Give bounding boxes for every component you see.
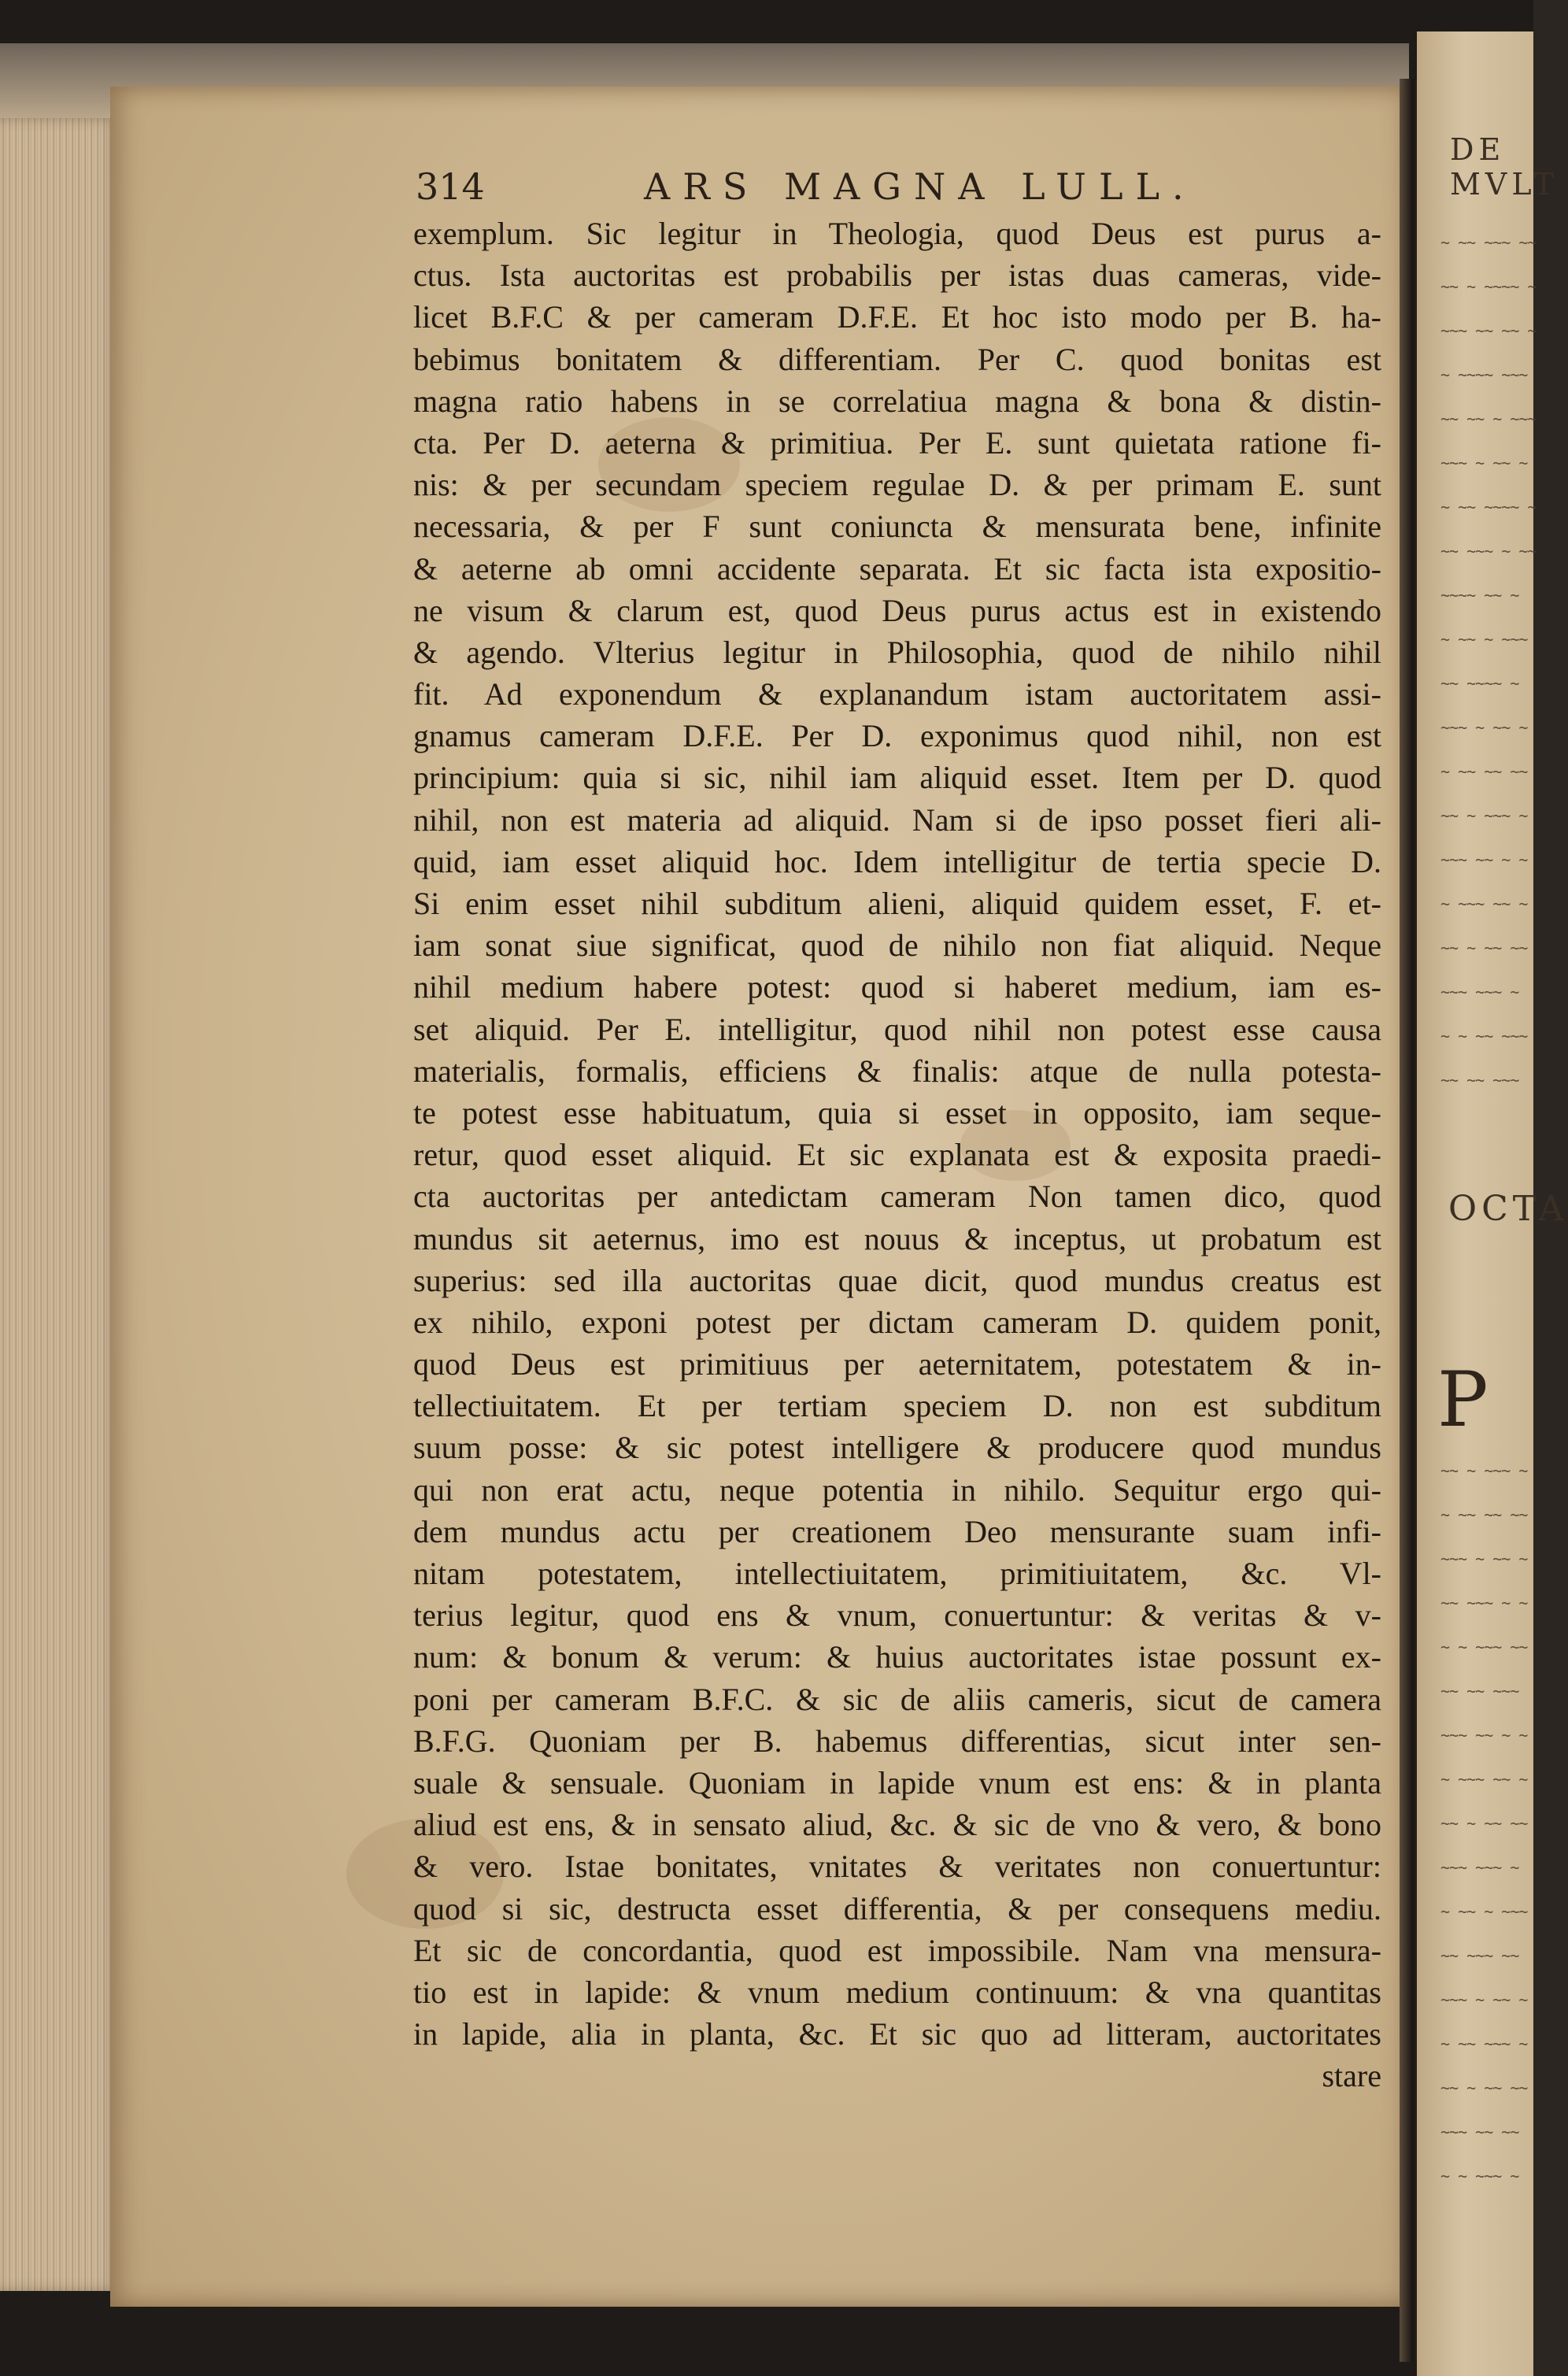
page-number: 314 — [416, 165, 485, 208]
text-line: bebimus bonitatem & differentiam. Per C. quod bonitas est — [413, 341, 1381, 377]
text-line: iam sonat siue significat, quod de nihilo non fiat aliquid. Neque — [413, 927, 1381, 964]
text-line: quid, iam esset aliquid hoc. Idem intelligitur de tertia specie D. — [413, 843, 1381, 879]
text-line: superius: sed illa auctoritas quae dicit, quod mundus creatus est — [413, 1262, 1381, 1298]
text-line: & agendo. Vlterius legitur in Philosophia, quod de nihilo nihil — [413, 634, 1381, 670]
text-line: cta auctoritas per antedictam cameram Non tamen dico, quod — [413, 1179, 1381, 1215]
text-line: suale & sensuale. Quoniam in lapide vnum est ens: & in planta — [413, 1764, 1381, 1801]
text-line: nis: & per secundam speciem regulae D. & per primam E. sunt — [413, 467, 1381, 503]
facing-text-fragment: ~~ ~ ~~~ ~ ~ ~~ ~~ ~~ ~~~ ~ ~~ ~ ~~ ~~~ ~ ~ ~ ~ ~~~ ~~ ~~ ~~ ~~~ ~~~ ~~ ~ ~ ~ ~~~ ~~ ~ ~~ ~ ~~ ~~ ~~~ ~~~ ~ ~ ~~ ~ ~~~ ~~ ~~~ ~~ ~~~ ~ ~~ ~ ~ ~~ ~~~ ~ ~~ ~ ~~ ~~ ~~~ ~~ ~~ ~ ~ ~~~ ~ — [1440, 1461, 1528, 2185]
facing-section-heading: OCTA — [1448, 1189, 1568, 1229]
text-line: licet B.F.C & per cameram D.F.E. Et hoc isto modo per B. ha- — [413, 299, 1381, 335]
text-line: qui non erat actu, neque potentia in nihilo. Sequitur ergo qui- — [413, 1471, 1381, 1508]
text-line: retur, quod esset aliquid. Et sic explanata est & exposita praedi- — [413, 1137, 1381, 1173]
running-title: ARS MAGNA LULL. — [644, 165, 1196, 208]
text-line: principium: quia si sic, nihil iam aliquid esset. Item per D. quod — [413, 760, 1381, 796]
text-line: ctus. Ista auctoritas est probabilis per istas duas cameras, vide- — [413, 257, 1381, 294]
text-line: num: & bonum & verum: & huius auctoritates istae possunt ex- — [413, 1639, 1381, 1675]
text-line: poni per cameram B.F.C. & sic de aliis cameris, sicut de camera — [413, 1681, 1381, 1717]
text-line: quod Deus est primitiuus per aeternitatem, potestatem & in- — [413, 1346, 1381, 1382]
text-line: terius legitur, quod ens & vnum, conuertuntur: & veritas & v- — [413, 1597, 1381, 1634]
text-line: Et sic de concordantia, quod est impossibile. Nam vna mensura- — [413, 1932, 1381, 1968]
body-text — [413, 213, 1381, 2097]
facing-text-fragment: ~ ~~ ~~~ ~~ ~~ ~ ~~~~ ~ ~~~ ~~ ~~ ~ ~ ~~~~ ~~~ ~~ ~~ ~ ~~~ ~~~ ~ ~~ ~ ~ ~~ ~~~~ ~ ~~ ~~~ ~ ~~ ~~~~ ~~ ~ ~ ~~ ~ ~~~ ~~ ~~~~ ~ ~~~ ~ ~~ ~ ~ ~~ ~~ ~~ ~~ ~ ~~~ ~ ~~~ ~~ ~ ~ ~ ~~~ ~~ ~ ~~ ~ ~~ ~~ ~~~ ~~~ ~ ~ ~ ~~ ~~~ ~~ ~~ ~~~ — [1440, 233, 1537, 1090]
catchword: stare — [1322, 2058, 1381, 2094]
text-line: aliud est ens, & in sensato aliud, &c. & sic de vno & vero, & bono — [413, 1807, 1381, 1843]
facing-running-head: DE MVLT — [1450, 132, 1559, 202]
running-head — [416, 165, 1400, 213]
text-line: in lapide, alia in planta, &c. Et sic quo ad litteram, auctoritates — [413, 2016, 1381, 2052]
text-line: exemplum. Sic legitur in Theologia, quod Deus est purus a- — [413, 216, 1381, 251]
text-line: nihil, non est materia ad aliquid. Nam si de ipso posset fieri ali- — [413, 801, 1381, 838]
text-line: te potest esse habituatum, quia si esset in opposito, iam seque- — [413, 1094, 1381, 1131]
text-line: Si enim esset nihil subditum alieni, aliquid quidem esset, F. et- — [413, 886, 1381, 921]
text-line: ex nihilo, exponi potest per dictam cameram D. quidem ponit, — [413, 1304, 1381, 1340]
facing-page — [1417, 31, 1568, 2376]
text-line: nihil medium habere potest: quod si haberet medium, iam es- — [413, 969, 1381, 1005]
text-line: dem mundus actu per creationem Deo mensurante suam infi- — [413, 1513, 1381, 1549]
facing-initial-letter: P — [1437, 1356, 1488, 1444]
text-line: tio est in lapide: & vnum medium continuum: & vna quantitas — [413, 1974, 1381, 2010]
text-line: gnamus cameram D.F.E. Per D. exponimus quod nihil, non est — [413, 718, 1381, 754]
text-line: B.F.G. Quoniam per B. habemus differentias, sicut inter sen- — [413, 1723, 1381, 1759]
text-line: set aliquid. Per E. intelligitur, quod nihil non potest esse causa — [413, 1011, 1381, 1047]
text-line: cta. Per D. aeterna & primitiua. Per E. sunt quietata ratione fi- — [413, 424, 1381, 461]
text-line: materialis, formalis, efficiens & finalis: atque de nulla potesta- — [413, 1053, 1381, 1089]
text-line: magna ratio habens in se correlatiua magna & bona & distin- — [413, 383, 1381, 419]
text-line: mundus sit aeternus, imo est nouus & inceptus, ut probatum est — [413, 1220, 1381, 1256]
text-line: & aeterne ab omni accidente separata. Et sic facta ista expositio- — [413, 550, 1381, 587]
text-line: quod si sic, destructa esset differentia, & per consequens mediu. — [413, 1890, 1381, 1926]
text-line: suum posse: & sic potest intelligere & producere quod mundus — [413, 1430, 1381, 1466]
text-line: necessaria, & per F sunt coniuncta & mensurata bene, infinite — [413, 509, 1381, 545]
page-edge-stack — [0, 118, 118, 2291]
text-line: tellectiuitatem. Et per tertiam speciem D. non est subditum — [413, 1388, 1381, 1424]
text-line: fit. Ad exponendum & explanandum istam auctoritatem assi- — [413, 676, 1381, 712]
text-line: & vero. Istae bonitates, vnitates & veritates non conuertuntur: — [413, 1849, 1381, 1885]
text-line: ne visum & clarum est, quod Deus purus actus est in existendo — [413, 592, 1381, 628]
text-line: nitam potestatem, intellectiuitatem, primitiuitatem, &c. Vl- — [413, 1556, 1381, 1591]
